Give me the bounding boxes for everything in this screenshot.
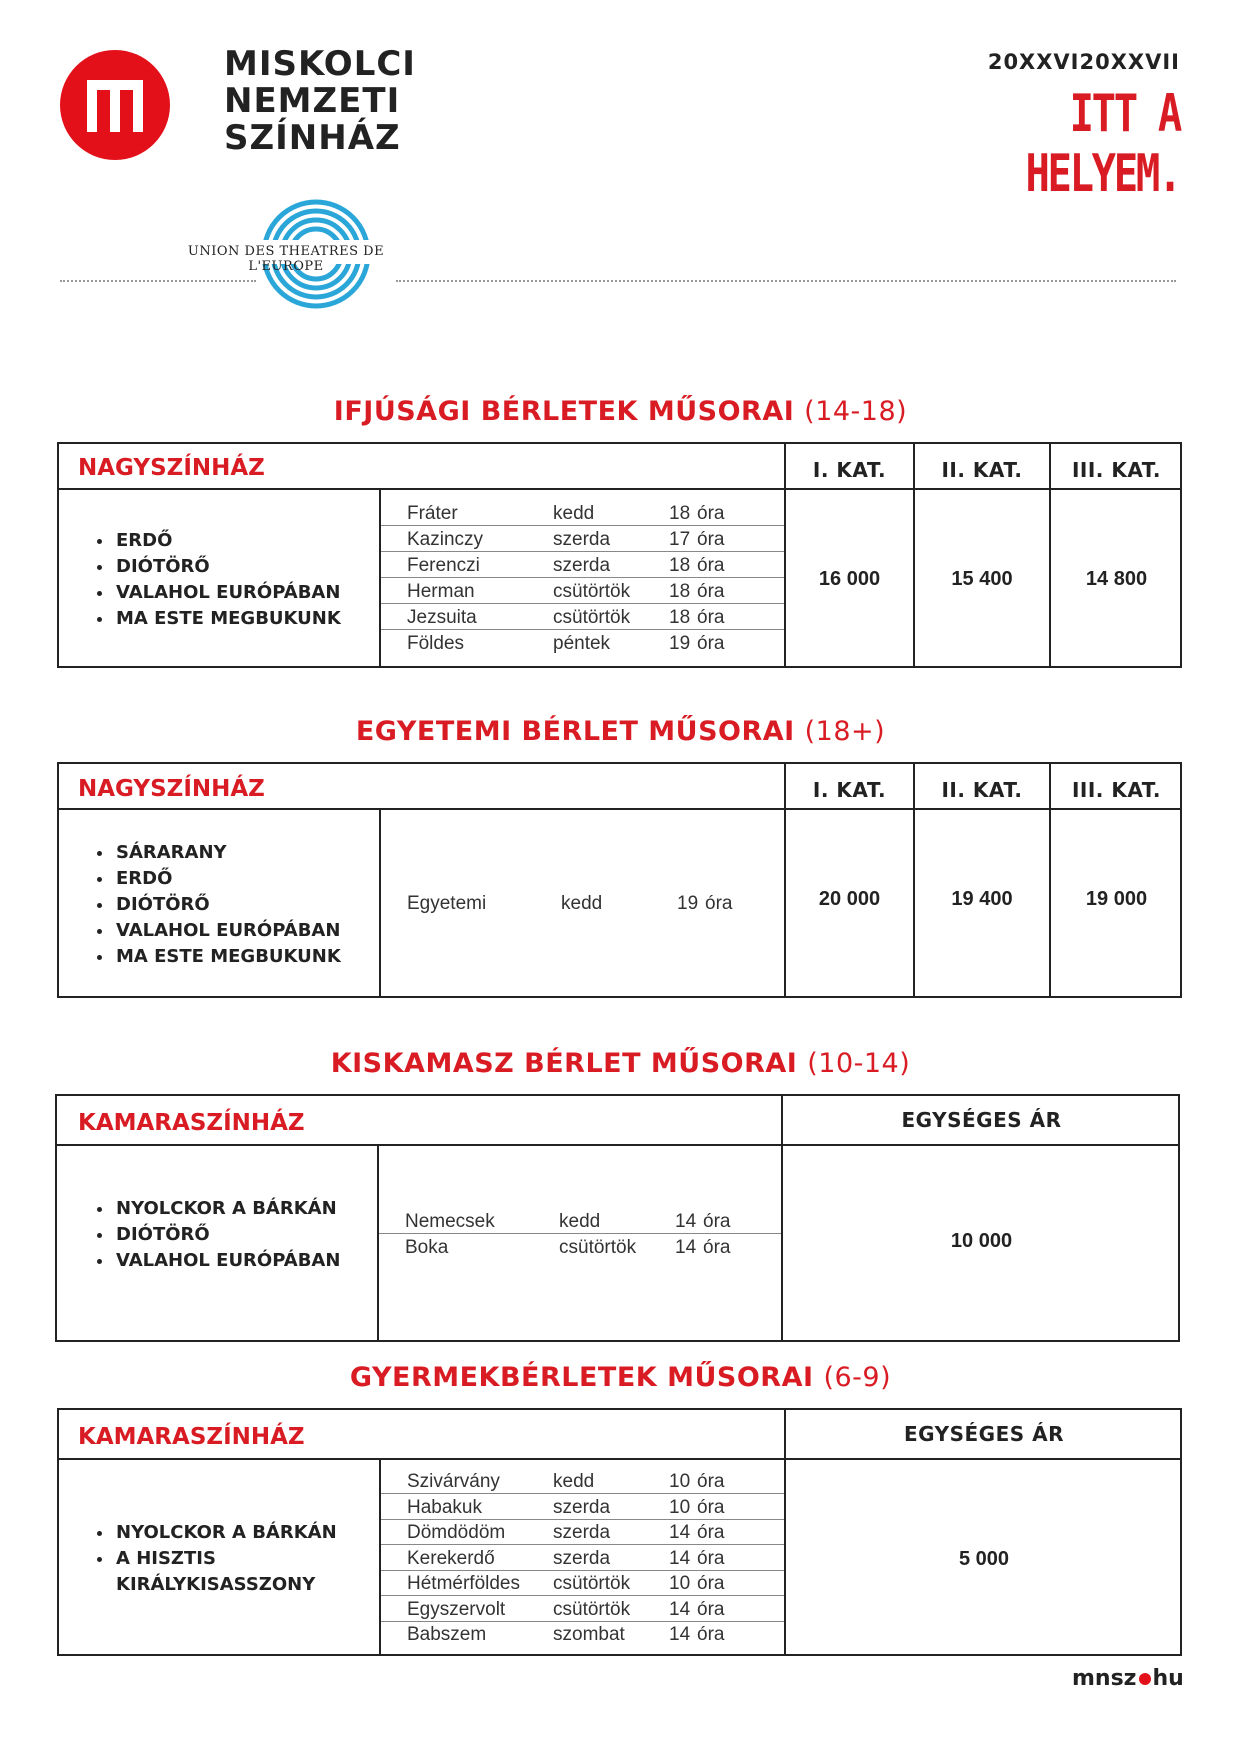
schedule-unit: óra xyxy=(697,1573,725,1594)
schedule-unit: óra xyxy=(697,1522,725,1543)
website-domain: mnsz xyxy=(1072,1666,1137,1691)
schedule-day: szerda xyxy=(553,1496,611,1518)
schedule-row xyxy=(379,1208,781,1234)
schedule-name: Nemecsek xyxy=(405,1211,495,1232)
schedule-day: szerda xyxy=(553,555,611,576)
venue-label: NAGYSZÍNHÁZ xyxy=(78,455,265,481)
schedule-hour: 14 xyxy=(669,1522,691,1543)
price-2: 19 400 xyxy=(951,888,1013,910)
show-list xyxy=(90,528,341,632)
schedule-unit: óra xyxy=(697,1496,725,1518)
section-age: (6-9) xyxy=(823,1362,892,1393)
category-2: II. KAT. xyxy=(941,458,1023,482)
schedule-row xyxy=(381,1621,784,1647)
schedule-unit: óra xyxy=(697,1547,725,1569)
show-item: • ERDŐ xyxy=(114,866,341,892)
show-item: • DIÓTÖRŐ xyxy=(114,1222,340,1248)
schedule-day: szerda xyxy=(553,1547,611,1569)
schedule-hour: 17 xyxy=(669,529,691,550)
category-3: III. KAT. xyxy=(1071,778,1161,802)
schedule-day: csütörtök xyxy=(553,581,631,602)
show-item: • NYOLCKOR A BÁRKÁN xyxy=(114,1196,340,1222)
website-tld: hu xyxy=(1152,1666,1184,1691)
schedule-row xyxy=(381,1494,784,1520)
schedule-name: Jezsuita xyxy=(407,607,477,628)
schedule-list xyxy=(381,1468,784,1650)
section-title-ifjusagi xyxy=(0,396,1241,427)
dot-icon xyxy=(1139,1673,1151,1685)
schedule-row xyxy=(379,1234,781,1260)
section-age: (10-14) xyxy=(807,1048,911,1079)
schedule-name: Boka xyxy=(405,1237,449,1258)
schedule-name: Dömdödöm xyxy=(407,1522,506,1543)
schedule-day: csütörtök xyxy=(553,1598,631,1620)
schedule-day: csütörtök xyxy=(559,1237,637,1258)
schedule-hour: 14 xyxy=(669,1598,691,1620)
theatre-name-line-2: NEMZETI xyxy=(224,81,401,121)
schedule-unit: óra xyxy=(697,555,725,576)
category-3: III. KAT. xyxy=(1071,458,1161,482)
schedule-unit: óra xyxy=(697,607,725,628)
schedule-row xyxy=(381,890,784,916)
schedule-row xyxy=(381,1570,784,1596)
section-age: (14-18) xyxy=(804,396,908,427)
schedule-unit: óra xyxy=(697,1598,725,1620)
divider-right xyxy=(396,280,1176,282)
schedule-hour: 18 xyxy=(669,503,691,524)
season-start: 20XXVI xyxy=(987,50,1080,74)
table-header-line xyxy=(57,1458,1182,1460)
venue-label: NAGYSZÍNHÁZ xyxy=(78,776,265,802)
schedule-hour: 14 xyxy=(675,1237,697,1258)
show-item: • VALAHOL EURÓPÁBAN xyxy=(114,580,341,606)
schedule-unit: óra xyxy=(697,1624,725,1645)
schedule-hour: 19 xyxy=(669,633,691,654)
schedule-hour: 14 xyxy=(669,1624,691,1645)
schedule-name: Fráter xyxy=(407,503,458,524)
schedule-day: csütörtök xyxy=(553,607,631,628)
schedule-row xyxy=(381,630,784,656)
section-title-text: IFJÚSÁGI BÉRLETEK MŰSORAI xyxy=(333,396,795,427)
schedule-name: Földes xyxy=(407,633,465,654)
schedule-day: szombat xyxy=(553,1624,625,1645)
show-item: • DIÓTÖRŐ xyxy=(114,554,341,580)
schedule-unit: óra xyxy=(703,1237,731,1258)
schedule-list xyxy=(381,500,784,660)
show-list xyxy=(90,1520,374,1598)
section-title-kiskamasz xyxy=(0,1048,1241,1079)
slogan: ITT A HELYEM. xyxy=(1025,84,1180,204)
schedule-hour: 18 xyxy=(669,581,691,602)
schedule-hour: 14 xyxy=(669,1547,691,1569)
schedule-day: kedd xyxy=(561,893,603,914)
schedule-unit: óra xyxy=(697,1471,725,1492)
schedule-unit: óra xyxy=(697,529,725,550)
schedule-name: Egyszervolt xyxy=(407,1598,506,1620)
season-end: 20XXVII xyxy=(1079,50,1180,74)
schedule-row xyxy=(381,526,784,552)
category-1: I. KAT. xyxy=(812,458,887,482)
schedule-name: Kerekerdő xyxy=(407,1547,495,1569)
schedule-hour: 18 xyxy=(669,555,691,576)
section-title-text: KISKAMASZ BÉRLET MŰSORAI xyxy=(330,1048,798,1079)
show-item: • SÁRARANY xyxy=(114,840,341,866)
schedule-row xyxy=(381,604,784,630)
schedule-name: Egyetemi xyxy=(407,893,487,914)
divider-left xyxy=(60,280,256,282)
table-header-line xyxy=(55,1144,1180,1146)
price-3: 14 800 xyxy=(1085,568,1148,590)
price-1: 20 000 xyxy=(818,888,881,910)
schedule-hour: 10 xyxy=(669,1471,691,1492)
theatre-name xyxy=(224,46,416,157)
schedule-name: Babszem xyxy=(407,1624,487,1645)
schedule-name: Habakuk xyxy=(407,1496,482,1518)
show-list xyxy=(90,1196,340,1274)
schedule-hour: 10 xyxy=(669,1573,691,1594)
schedule-hour: 10 xyxy=(669,1496,691,1518)
schedule-day: péntek xyxy=(553,633,611,654)
schedule-row xyxy=(381,552,784,578)
show-item: • DIÓTÖRŐ xyxy=(114,892,341,918)
table-header-line xyxy=(57,808,1182,810)
schedule-row xyxy=(381,1468,784,1494)
schedule-list xyxy=(379,1208,781,1260)
schedule-day: szerda xyxy=(553,529,611,550)
price-3: 19 000 xyxy=(1085,888,1148,910)
theatre-name-line-3: SZÍNHÁZ xyxy=(224,118,401,158)
show-item: • NYOLCKOR A BÁRKÁN xyxy=(114,1520,374,1546)
section-age: (18+) xyxy=(804,716,886,747)
category-2: II. KAT. xyxy=(941,778,1023,802)
schedule-hour: 19 xyxy=(677,893,699,914)
schedule-row xyxy=(381,500,784,526)
show-item: • ERDŐ xyxy=(114,528,341,554)
schedule-day: szerda xyxy=(553,1522,611,1543)
mnsz-logo-icon xyxy=(60,50,170,160)
venue-label: KAMARASZÍNHÁZ xyxy=(78,1110,305,1136)
show-item: • VALAHOL EURÓPÁBAN xyxy=(114,1248,340,1274)
show-item: • VALAHOL EURÓPÁBAN xyxy=(114,918,341,944)
schedule-hour: 14 xyxy=(675,1211,697,1232)
show-item: • MA ESTE MEGBUKUNK xyxy=(114,944,341,970)
ute-logo-text: UNION DES THEATRES DE L'EUROPE xyxy=(187,244,385,274)
schedule-name: Szivárvány xyxy=(407,1471,500,1492)
schedule-day: kedd xyxy=(553,503,595,524)
venue-label: KAMARASZÍNHÁZ xyxy=(78,1424,305,1450)
schedule-day: kedd xyxy=(559,1211,601,1232)
schedule-name: Hétmérföldes xyxy=(407,1573,520,1594)
schedule-day: csütörtök xyxy=(553,1573,631,1594)
schedule-row xyxy=(381,1519,784,1545)
show-list xyxy=(90,840,341,970)
schedule-unit: óra xyxy=(705,893,733,914)
schedule-list xyxy=(381,890,784,916)
schedule-unit: óra xyxy=(697,633,725,654)
section-title-gyermek xyxy=(0,1362,1241,1393)
schedule-name: Ferenczi xyxy=(407,555,480,576)
show-item: • MA ESTE MEGBUKUNK xyxy=(114,606,341,632)
price-uniform: 5 000 xyxy=(958,1548,1010,1570)
schedule-name: Herman xyxy=(407,581,475,602)
schedule-row xyxy=(381,578,784,604)
schedule-unit: óra xyxy=(697,581,725,602)
schedule-unit: óra xyxy=(697,503,725,524)
category-1: I. KAT. xyxy=(812,778,887,802)
website[interactable] xyxy=(1072,1666,1184,1691)
price-uniform: 10 000 xyxy=(950,1230,1013,1252)
price-2: 15 400 xyxy=(951,568,1013,590)
schedule-name: Kazinczy xyxy=(407,529,484,550)
price-1: 16 000 xyxy=(818,568,881,590)
section-title-egyetemi xyxy=(0,716,1241,747)
section-title-text: EGYETEMI BÉRLET MŰSORAI xyxy=(355,716,795,747)
show-item: • A HISZTIS KIRÁLYKISASSZONY xyxy=(114,1546,374,1598)
theatre-name-line-1: MISKOLCI xyxy=(224,44,416,84)
category-uniform: EGYSÉGES ÁR xyxy=(901,1108,1062,1132)
section-title-text: GYERMEKBÉRLETEK MŰSORAI xyxy=(349,1362,814,1393)
schedule-row xyxy=(381,1596,784,1622)
season-label xyxy=(940,50,1180,74)
category-uniform: EGYSÉGES ÁR xyxy=(903,1422,1064,1446)
schedule-hour: 18 xyxy=(669,607,691,628)
schedule-day: kedd xyxy=(553,1471,595,1492)
schedule-unit: óra xyxy=(703,1211,731,1232)
schedule-row xyxy=(381,1545,784,1571)
table-header-line xyxy=(57,488,1182,490)
